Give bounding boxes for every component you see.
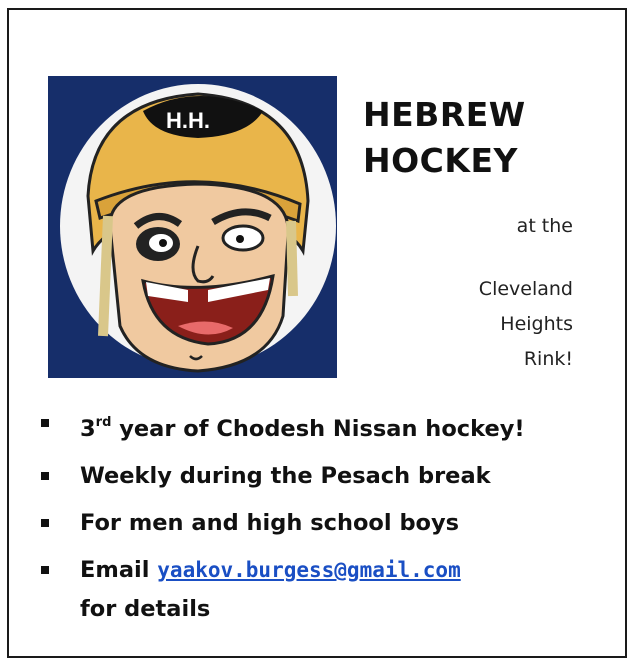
year-number: 3 [80,416,96,442]
list-item [38,555,618,624]
at-the-label: at the [516,215,573,237]
weekly-text: Weekly during the Pesach break [80,463,491,489]
email-link[interactable]: yaakov.burgess@gmail.com [157,558,461,582]
bullet-icon [41,519,49,527]
audience-text: For men and high school boys [80,510,460,536]
list-item [38,508,618,538]
helmet-text: H.H. [166,108,210,133]
year-text: year of Chodesh Nissan hockey! [119,416,525,442]
year-suffix: rd [95,415,112,430]
location-line-2: Heights [500,313,573,335]
location-line-1: Cleveland [478,278,573,300]
location-line-3: Rink! [523,348,573,370]
title-line-2: HOCKEY [363,141,518,180]
bullet-icon [41,566,49,574]
hockey-player-logo [48,76,337,378]
bullet-icon [41,419,49,427]
bullet-icon [41,472,49,480]
email-prefix: Email [80,557,150,583]
location-name [479,272,573,377]
title-line-1: HEBREW [363,95,526,134]
list-item [38,408,618,444]
email-suffix: for details [80,596,211,622]
details-list [38,408,618,641]
event-title [363,92,526,184]
list-item [38,461,618,491]
